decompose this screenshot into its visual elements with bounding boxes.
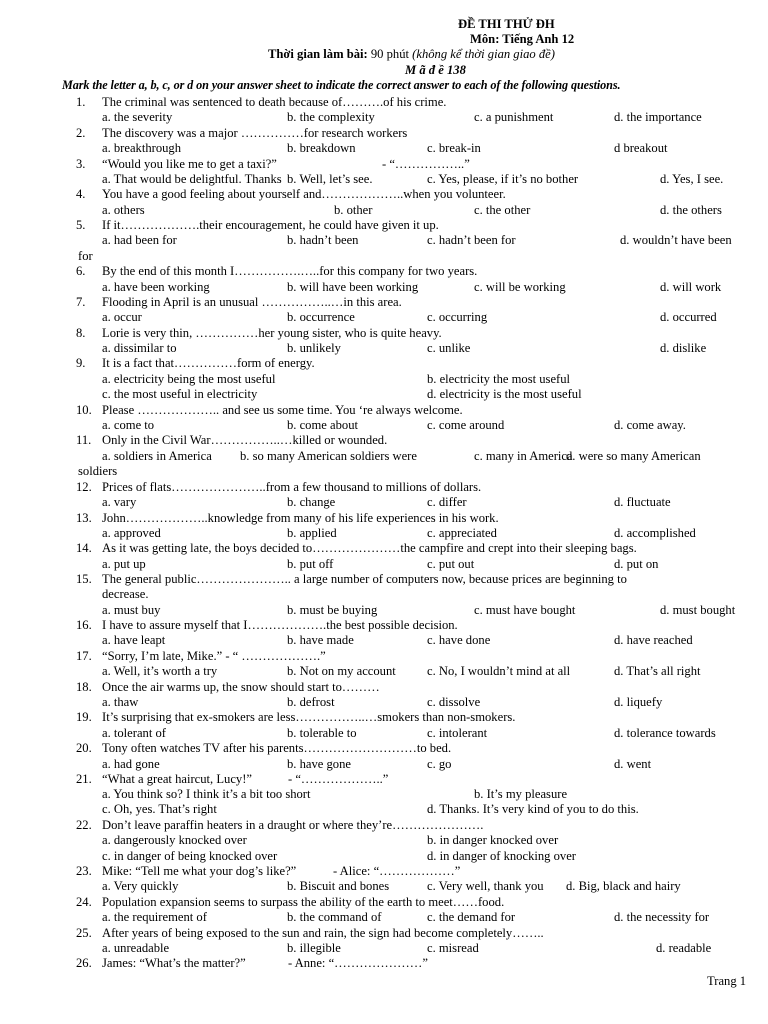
exam-title: ĐỀ THI THỬ ĐH — [458, 17, 555, 31]
question-number: 7. — [76, 295, 86, 309]
option-a: a. breakthrough — [102, 141, 182, 155]
option-b: b. defrost — [287, 695, 335, 709]
option-c: c. the demand for — [427, 910, 516, 924]
question-number: 15. — [76, 572, 92, 586]
question-number: 12. — [76, 480, 92, 494]
question-number: 9. — [76, 356, 86, 370]
question-stem: It’s surprising that ex-smokers are less……………..…smokers than non-smokers. — [102, 710, 516, 724]
option-a: a. had gone — [102, 757, 160, 771]
page-number: Trang 1 — [707, 974, 747, 988]
option-c: c. Yes, please, if it’s no bother — [427, 172, 579, 186]
question-number: 14. — [76, 541, 92, 555]
option-a: a. must buy — [102, 603, 161, 617]
option-b: b. applied — [287, 526, 337, 540]
question-stem: Don’t leave paraffin heaters in a draught or where they’re…………………. — [102, 818, 484, 832]
option-b: b. hadn’t been — [287, 233, 359, 247]
option-c: c. come around — [427, 418, 505, 432]
question-stem: If it……………….their encouragement, he could have given it up. — [102, 218, 439, 232]
option-c: c. go — [427, 757, 452, 771]
option-a: a. vary — [102, 495, 137, 509]
option-b: b. Biscuit and bones — [287, 879, 390, 893]
question-number: 19. — [76, 710, 92, 724]
question-stem: The criminal was sentenced to death because of……….of his crime. — [102, 95, 447, 109]
question-number: 18. — [76, 680, 92, 694]
option-d: d. the importance — [614, 110, 702, 124]
option-b: b. occurrence — [287, 310, 355, 324]
option-a: a. Very quickly — [102, 879, 179, 893]
option-b: b. Not on my account — [287, 664, 396, 678]
question-stem-response: - “……………..” — [382, 157, 470, 171]
option-d: d. tolerance towards — [614, 726, 716, 740]
option-c: c. unlike — [427, 341, 471, 355]
question-stem: The discovery was a major ……………for research workers — [102, 126, 408, 140]
question-number: 21. — [76, 772, 92, 786]
question-number: 23. — [76, 864, 92, 878]
option-d-continued: for — [78, 249, 93, 263]
option-d: d. the others — [660, 203, 722, 217]
option-d-continued: soldiers — [78, 464, 118, 478]
option-d: d. must bought — [660, 603, 736, 617]
option-b: b. Well, let’s see. — [287, 172, 373, 186]
option-a: a. tolerant of — [102, 726, 166, 740]
option-b: b. will have been working — [287, 280, 419, 294]
time-note: (không kể thời gian giao đề) — [412, 47, 555, 61]
time-label: Thời gian làm bài: — [268, 47, 368, 61]
option-b: b. put off — [287, 557, 334, 571]
option-a: a. approved — [102, 526, 161, 540]
question-stem-continued: decrease. — [102, 587, 149, 601]
option-b: b. tolerable to — [287, 726, 357, 740]
option-d: d. electricity is the most useful — [427, 387, 582, 401]
question-stem: Lorie is very thin, ……………her young sister, who is quite heavy. — [102, 326, 442, 340]
option-b: b. in danger knocked over — [427, 833, 559, 847]
option-d: d. That’s all right — [614, 664, 701, 678]
option-a: a. put up — [102, 557, 146, 571]
question-stem: Tony often watches TV after his parents………………………to bed. — [102, 741, 452, 755]
question-stem: It is a fact that……………form of energy. — [102, 356, 315, 370]
question-number: 4. — [76, 187, 86, 201]
option-d: d. liquefy — [614, 695, 663, 709]
question-stem: After years of being exposed to the sun and rain, the sign had become completely…….. — [102, 926, 544, 940]
question-number: 10. — [76, 403, 92, 417]
option-c: c. hadn’t been for — [427, 233, 516, 247]
option-b: b. unlikely — [287, 341, 341, 355]
option-b: b. so many American soldiers were — [240, 449, 417, 463]
option-a: a. You think so? I think it’s a bit too short — [102, 787, 311, 801]
option-a: a. occur — [102, 310, 142, 324]
option-c: c. have done — [427, 633, 491, 647]
question-number: 2. — [76, 126, 86, 140]
option-d: d breakout — [614, 141, 668, 155]
question-stem: “Sorry, I’m late, Mike.” - “ ……………….” — [102, 649, 326, 663]
question-number: 17. — [76, 649, 92, 663]
question-number: 3. — [76, 157, 86, 171]
option-b: b. It’s my pleasure — [474, 787, 568, 801]
question-number: 16. — [76, 618, 92, 632]
question-stem: Flooding in April is an unusual ……………..…in this area. — [102, 295, 402, 309]
option-c: c. a punishment — [474, 110, 554, 124]
question-number: 24. — [76, 895, 92, 909]
option-d: d. wouldn’t have been — [620, 233, 732, 247]
option-c: c. in danger of being knocked over — [102, 849, 278, 863]
question-stem: By the end of this month I…………….…..for this company for two years. — [102, 264, 478, 278]
option-d: d. come away. — [614, 418, 686, 432]
option-d: d. accomplished — [614, 526, 696, 540]
option-c: c. misread — [427, 941, 479, 955]
option-c: c. must have bought — [474, 603, 576, 617]
question-stem: Population expansion seems to surpass the ability of the earth to meet……food. — [102, 895, 505, 909]
question-number: 5. — [76, 218, 86, 232]
question-stem: As it was getting late, the boys decided to…………………the campfire and crept into their sleeping bags. — [102, 541, 637, 555]
option-c: c. put out — [427, 557, 475, 571]
question-number: 6. — [76, 264, 86, 278]
option-d: d. Thanks. It’s very kind of you to do this. — [427, 802, 639, 816]
option-a: a. electricity being the most useful — [102, 372, 276, 386]
option-a: a. have been working — [102, 280, 210, 294]
option-c: c. the other — [474, 203, 531, 217]
option-c: c. break-in — [427, 141, 481, 155]
question-stem: Prices of flats…………………..from a few thousand to millions of dollars. — [102, 480, 482, 494]
option-a: a. come to — [102, 418, 155, 432]
question-stem: I have to assure myself that I……………….the best possible decision. — [102, 618, 458, 632]
question-stem: Once the air warms up, the snow should start to……… — [102, 680, 380, 694]
option-c: c. will be working — [474, 280, 566, 294]
question-number: 13. — [76, 511, 92, 525]
question-number: 25. — [76, 926, 92, 940]
option-b: b. other — [334, 203, 373, 217]
option-d: d. have reached — [614, 633, 693, 647]
option-b: b. have made — [287, 633, 354, 647]
option-c: c. Very well, thank you — [427, 879, 544, 893]
option-b: b. change — [287, 495, 336, 509]
option-d: d. Yes, I see. — [660, 172, 724, 186]
question-stem: John………………..knowledge from many of his life experiences in his work. — [102, 511, 499, 525]
question-number: 20. — [76, 741, 92, 755]
option-d: d. dislike — [660, 341, 707, 355]
question-number: 1. — [76, 95, 86, 109]
question-stem: You have a good feeling about yourself and………………..when you volunteer. — [102, 187, 506, 201]
option-d: d. the necessity for — [614, 910, 710, 924]
option-a: a. have leapt — [102, 633, 166, 647]
option-a: a. soldiers in America — [102, 449, 212, 463]
exam-code: M ã đ ề 138 — [405, 63, 466, 77]
question-stem: “Would you like me to get a taxi?” — [102, 157, 277, 171]
option-b: b. have gone — [287, 757, 351, 771]
option-b: b. the complexity — [287, 110, 375, 124]
option-a: a. the requirement of — [102, 910, 207, 924]
question-number: 22. — [76, 818, 92, 832]
question-number: 8. — [76, 326, 86, 340]
option-c: c. No, I wouldn’t mind at all — [427, 664, 571, 678]
option-b: b. must be buying — [287, 603, 378, 617]
option-c: c. appreciated — [427, 526, 497, 540]
option-d: d. readable — [656, 941, 712, 955]
option-d: d. put on — [614, 557, 659, 571]
subject-label: Môn: Tiếng Anh 12 — [470, 32, 575, 46]
question-stem-response: - Anne: “…………………” — [288, 956, 428, 970]
option-c: c. many in America — [474, 449, 573, 463]
option-c: c. occurring — [427, 310, 488, 324]
option-a: a. the severity — [102, 110, 173, 124]
option-b: b. the command of — [287, 910, 382, 924]
option-c: c. differ — [427, 495, 467, 509]
option-a: a. had been for — [102, 233, 177, 247]
option-d: d. went — [614, 757, 652, 771]
option-c: c. intolerant — [427, 726, 488, 740]
instruction: Mark the letter a, b, c, or d on your answer sheet to indicate the correct answer to each of the following questions. — [62, 78, 621, 92]
option-d: d. Big, black and hairy — [566, 879, 681, 893]
option-d: d. fluctuate — [614, 495, 671, 509]
time-line — [268, 47, 555, 62]
option-d: d. in danger of knocking over — [427, 849, 576, 863]
question-stem: The general public………………….. a large number of computers now, because prices are beginning to — [102, 572, 627, 586]
question-number: 11. — [76, 433, 92, 447]
option-a: a. others — [102, 203, 145, 217]
option-c: c. dissolve — [427, 695, 481, 709]
option-d: d. were so many American — [566, 449, 701, 463]
question-stem: Mike: “Tell me what your dog’s like?” — [102, 864, 297, 878]
option-b: b. electricity the most useful — [427, 372, 571, 386]
question-stem: Please ……………….. and see us some time. You ‘re always welcome. — [102, 403, 463, 417]
option-c: c. Oh, yes. That’s right — [102, 802, 217, 816]
option-b: b. illegible — [287, 941, 341, 955]
question-stem: “What a great haircut, Lucy!” — [102, 772, 252, 786]
question-number: 26. — [76, 956, 92, 970]
option-a: a. That would be delightful. Thanks — [102, 172, 282, 186]
option-a: a. thaw — [102, 695, 139, 709]
option-c: c. the most useful in electricity — [102, 387, 258, 401]
question-stem-response: - Alice: “………………” — [333, 864, 461, 878]
option-a: a. dissimilar to — [102, 341, 177, 355]
option-b: b. come about — [287, 418, 358, 432]
question-stem: Only in the Civil War……………..…killed or wounded. — [102, 433, 388, 447]
option-a: a. Well, it’s worth a try — [102, 664, 218, 678]
option-b: b. breakdown — [287, 141, 356, 155]
option-d: d. occurred — [660, 310, 717, 324]
time-value: 90 phút — [370, 47, 409, 61]
option-a: a. unreadable — [102, 941, 170, 955]
option-d: d. will work — [660, 280, 722, 294]
option-a: a. dangerously knocked over — [102, 833, 247, 847]
question-stem: James: “What’s the matter?” — [102, 956, 246, 970]
question-stem-response: - “………………..” — [288, 772, 389, 786]
